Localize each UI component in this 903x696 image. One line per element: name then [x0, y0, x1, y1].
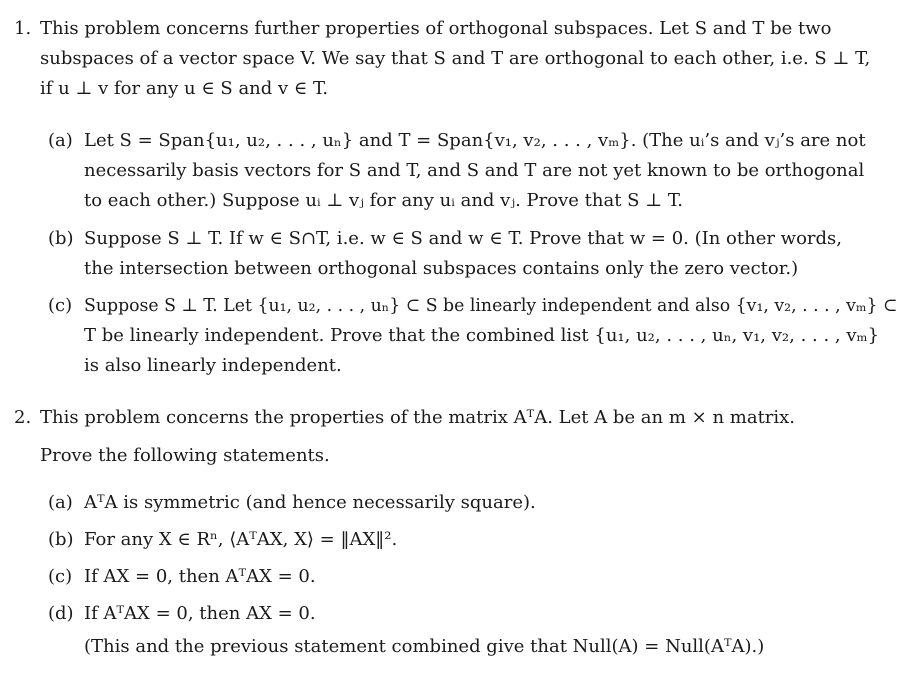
problem-1a-label: (a) — [48, 130, 73, 151]
problem-1c-line-1: Suppose S ⊥ T. Let {u₁, u₂, . . . , uₙ} ⊂ S be linearly independent and also {v₁, v₂, . . . , vₘ} ⊂ — [84, 295, 898, 316]
problem-1b-label: (b) — [48, 228, 74, 249]
problem-1-intro-line-3: if u ⊥ v for any u ∈ S and v ∈ T. — [40, 78, 329, 99]
problem-2c-label: (c) — [48, 566, 73, 587]
problem-1b-line-2: the intersection between orthogonal subspaces contains only the zero vector.) — [84, 258, 799, 279]
problem-1-intro-line-2: subspaces of a vector space V. We say that S and T are orthogonal to each other, i.e. S ⊥ T, — [40, 48, 871, 69]
problem-1c-label: (c) — [48, 295, 73, 316]
problem-1-intro-line-1: This problem concerns further properties of orthogonal subspaces. Let S and T be two — [40, 18, 832, 39]
problem-1a-line-3: to each other.) Suppose uᵢ ⊥ vⱼ for any uᵢ and vⱼ. Prove that S ⊥ T. — [84, 190, 683, 211]
problem-2c-text: If AX = 0, then AᵀAX = 0. — [84, 566, 316, 587]
problem-1c-line-3: is also linearly independent. — [84, 355, 342, 376]
problem-2-instruction: Prove the following statements. — [40, 445, 330, 466]
problem-2a-label: (a) — [48, 492, 73, 513]
problem-2d-label: (d) — [48, 603, 74, 624]
problem-2-number: 2. — [14, 407, 32, 428]
problem-1a-line-1: Let S = Span{u₁, u₂, . . . , uₙ} and T = Span{v₁, v₂, . . . , vₘ}. (The uᵢ’s and vⱼ’s are not — [84, 130, 866, 151]
problem-2b-label: (b) — [48, 529, 74, 550]
problem-2-note: (This and the previous statement combined give that Null(A) = Null(AᵀA).) — [84, 636, 765, 657]
problem-2-intro: This problem concerns the properties of the matrix AᵀA. Let A be an m × n matrix. — [40, 407, 796, 428]
problem-2d-text: If AᵀAX = 0, then AX = 0. — [84, 603, 316, 624]
problem-1b-line-1: Suppose S ⊥ T. If w ∈ S∩T, i.e. w ∈ S and w ∈ T. Prove that w = 0. (In other words, — [84, 228, 843, 249]
problem-1c-line-2: T be linearly independent. Prove that the combined list {u₁, u₂, . . . , uₙ, v₁, v₂, . . . , vₘ} — [84, 325, 880, 346]
problem-2b-text: For any X ∈ Rⁿ, ⟨AᵀAX, X⟩ = ‖AX‖². — [84, 529, 398, 550]
problem-2a-text: AᵀA is symmetric (and hence necessarily square). — [84, 492, 536, 513]
problem-1-number: 1. — [14, 18, 32, 39]
problem-1a-line-2: necessarily basis vectors for S and T, and S and T are not yet known to be orthogonal — [84, 160, 865, 181]
